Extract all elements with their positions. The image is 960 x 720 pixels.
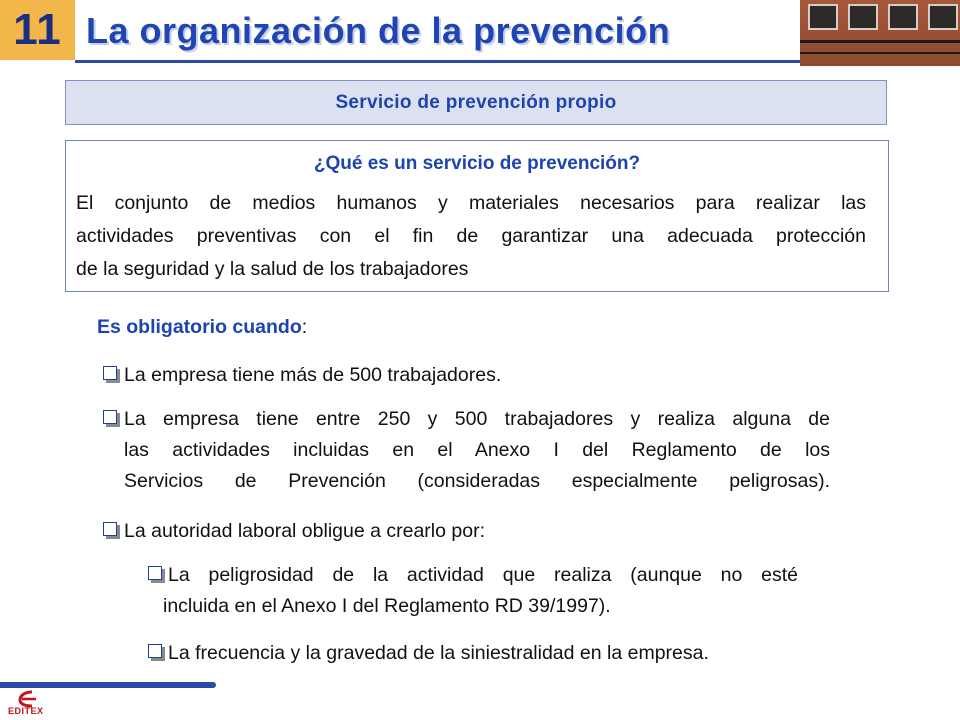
checkbox-bullet-icon <box>103 522 117 536</box>
list-item-line: las actividades incluidas en el Anexo I del Reglamento de los <box>124 439 830 461</box>
section-banner <box>65 80 887 125</box>
list-item <box>124 360 844 391</box>
list-item-line: La empresa tiene entre 250 y 500 trabajadores y realiza alguna de <box>124 408 830 430</box>
sub-list-item-continuation <box>163 591 803 622</box>
sub-list-item-line: incluida en el Anexo I del Reglamento RD 39/1997). <box>163 595 611 617</box>
checkbox-bullet-icon <box>148 644 162 658</box>
sub-list-item-line: La peligrosidad de la actividad que realiza (aunque no esté <box>168 564 798 586</box>
definition-box <box>65 140 889 292</box>
sub-list-item <box>168 560 798 591</box>
definition-text <box>76 187 866 286</box>
checkbox-bullet-icon <box>103 410 117 424</box>
checkbox-bullet-icon <box>103 366 117 380</box>
sub-list-item <box>168 638 848 669</box>
obligations-heading-colon: : <box>301 316 308 338</box>
footer-divider <box>0 682 216 688</box>
definition-line: de la seguridad y la salud de los trabajadores <box>76 258 469 280</box>
definition-line: El conjunto de medios humanos y materiales necesarios para realizar las <box>76 192 866 214</box>
definition-line: actividades preventivas con el fin de garantizar una adecuada protección <box>76 225 866 247</box>
page-title: La organización de la prevención <box>86 10 671 51</box>
header-photo <box>800 0 960 66</box>
section-title: Servicio de prevención propio <box>335 91 617 113</box>
sub-list-item-line: La frecuencia y la gravedad de la siniestralidad en la empresa. <box>168 642 709 664</box>
definition-question: ¿Qué es un servicio de prevención? <box>313 153 641 174</box>
chapter-badge <box>0 0 75 60</box>
list-item-line: La empresa tiene más de 500 trabajadores. <box>124 364 502 386</box>
list-item <box>124 516 844 547</box>
checkbox-bullet-icon <box>148 566 162 580</box>
list-item <box>124 404 830 497</box>
header-divider <box>75 60 800 63</box>
list-item-line: La autoridad laboral obligue a crearlo por: <box>124 520 485 542</box>
list-item-line: Servicios de Prevención (consideradas especialmente peligrosas). <box>124 470 830 492</box>
obligations-heading <box>97 316 307 339</box>
editex-logo-text: EDITEX <box>8 706 44 716</box>
obligations-heading-strong: Es obligatorio cuando <box>97 316 302 338</box>
chapter-number: 11 <box>13 5 62 54</box>
